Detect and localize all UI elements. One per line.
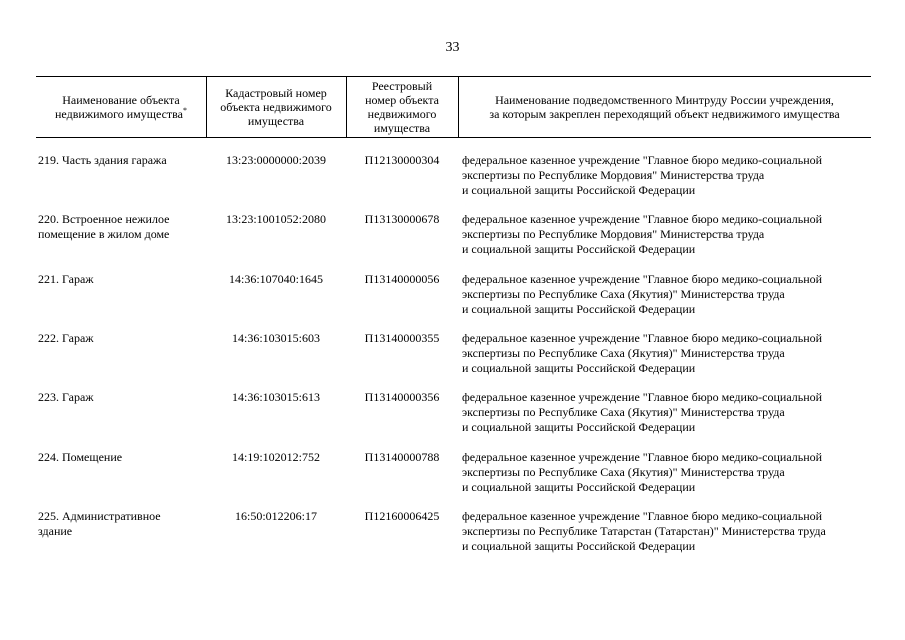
header-registry [346, 77, 458, 137]
registry-number: П13140000056 [364, 272, 440, 286]
institution-line: экспертизы по Республике Саха (Якутия)" Министерства труда [462, 405, 785, 419]
object-name [38, 212, 204, 242]
header-name-line-text: недвижимого имущества [55, 107, 183, 121]
header-registry-line: номер объекта [365, 93, 439, 107]
object-name-line: 219. Часть здания гаража [38, 153, 167, 167]
registry-number: П13140000356 [364, 390, 440, 404]
table-row [36, 212, 871, 268]
object-name [38, 390, 204, 405]
header-cadastral-line: Кадастровый номер [225, 86, 327, 100]
institution-name [462, 450, 871, 495]
institution-line: экспертизы по Республике Саха (Якутия)" Министерства труда [462, 287, 785, 301]
institution-line: экспертизы по Республике Мордовия" Министерства труда [462, 168, 765, 182]
institution-name [462, 212, 871, 257]
table-header-bottom-rule [36, 137, 871, 138]
institution-line: федеральное казенное учреждение "Главное бюро медико-социальной [462, 509, 823, 523]
cadastral-number: 16:50:012206:17 [234, 509, 317, 523]
object-name [38, 509, 204, 539]
object-name-line: 224. Помещение [38, 450, 123, 464]
institution-line: федеральное казенное учреждение "Главное бюро медико-социальной [462, 153, 823, 167]
header-registry-line: имущества [373, 121, 431, 135]
cadastral-number: 14:36:107040:1645 [228, 272, 323, 286]
object-name [38, 272, 204, 287]
object-name [38, 153, 204, 168]
institution-line: и социальной защиты Российской Федерации [462, 420, 696, 434]
header-institution-line: за которым закреплен переходящий объект недвижимого имущества [489, 107, 840, 121]
registry-number: П13140000788 [364, 450, 440, 464]
institution-line: и социальной защиты Российской Федерации [462, 242, 696, 256]
object-name-line: 222. Гараж [38, 331, 94, 345]
institution-line: федеральное казенное учреждение "Главное бюро медико-социальной [462, 331, 823, 345]
institution-line: экспертизы по Республике Саха (Якутия)" Министерства труда [462, 465, 785, 479]
institution-line: и социальной защиты Российской Федерации [462, 361, 696, 375]
institution-line: федеральное казенное учреждение "Главное бюро медико-социальной [462, 390, 823, 404]
table-row [36, 450, 871, 506]
registry-number: П12130000304 [364, 153, 440, 167]
institution-name [462, 509, 871, 554]
institution-line: федеральное казенное учреждение "Главное бюро медико-социальной [462, 272, 823, 286]
object-name-line: 223. Гараж [38, 390, 94, 404]
institution-line: федеральное казенное учреждение "Главное бюро медико-социальной [462, 212, 823, 226]
institution-name [462, 331, 871, 376]
registry-number: П13140000355 [364, 331, 440, 345]
institution-line: экспертизы по Республике Мордовия" Министерства труда [462, 227, 765, 241]
table-row [36, 272, 871, 328]
registry-number: П13130000678 [364, 212, 440, 226]
cadastral-number: 14:36:103015:603 [231, 331, 320, 345]
registry-number: П12160006425 [364, 509, 440, 523]
object-name-line: 220. Встроенное нежилое [38, 212, 170, 226]
institution-name [462, 272, 871, 317]
footnote-mark: * [183, 106, 187, 115]
table-row [36, 390, 871, 446]
cadastral-number: 14:36:103015:613 [231, 390, 320, 404]
table-row [36, 153, 871, 209]
header-registry-line: недвижимого [367, 107, 437, 121]
header-cadastral [206, 77, 346, 137]
institution-line: и социальной защиты Российской Федерации [462, 302, 696, 316]
institution-line: и социальной защиты Российской Федерации [462, 480, 696, 494]
cadastral-number: 13:23:0000000:2039 [225, 153, 326, 167]
institution-line: экспертизы по Республике Татарстан (Татарстан)" Министерства труда [462, 524, 826, 538]
header-name-line [55, 107, 187, 121]
cadastral-number: 14:19:102012:752 [231, 450, 320, 464]
institution-line: федеральное казенное учреждение "Главное бюро медико-социальной [462, 450, 823, 464]
object-name [38, 450, 204, 465]
institution-line: и социальной защиты Российской Федерации [462, 183, 696, 197]
object-name-line: 225. Административное [38, 509, 161, 523]
object-name-line: 221. Гараж [38, 272, 94, 286]
page-number: 33 [445, 40, 460, 55]
header-name [36, 77, 206, 137]
header-registry-line: Реестровый [371, 79, 433, 93]
header-name-line: Наименование объекта [62, 93, 180, 107]
header-institution [458, 77, 871, 137]
header-cadastral-line: имущества [247, 114, 305, 128]
table-row [36, 509, 871, 565]
header-institution-line: Наименование подведомственного Минтруду России учреждения, [495, 93, 834, 107]
table-row [36, 331, 871, 387]
header-cadastral-line: объекта недвижимого [220, 100, 332, 114]
object-name-line: здание [38, 524, 73, 538]
institution-name [462, 390, 871, 435]
institution-line: экспертизы по Республике Саха (Якутия)" Министерства труда [462, 346, 785, 360]
institution-name [462, 153, 871, 198]
institution-line: и социальной защиты Российской Федерации [462, 539, 696, 553]
cadastral-number: 13:23:1001052:2080 [225, 212, 326, 226]
object-name [38, 331, 204, 346]
object-name-line: помещение в жилом доме [38, 227, 170, 241]
